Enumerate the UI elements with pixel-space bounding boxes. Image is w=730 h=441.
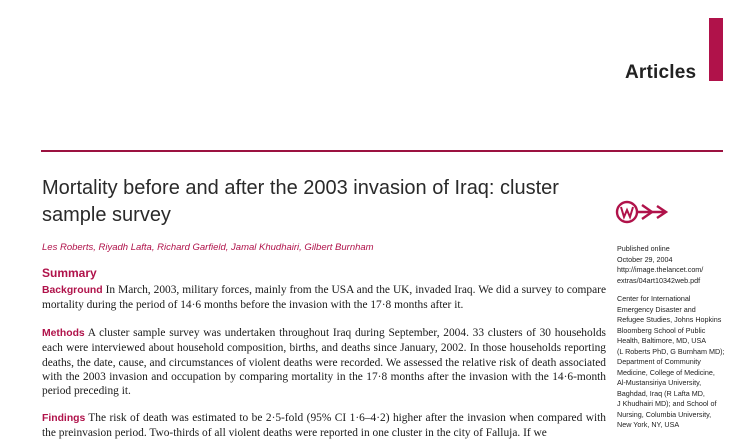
publication-info <box>617 244 729 286</box>
findings-label: Findings <box>42 413 86 424</box>
methods-label: Methods <box>42 328 85 339</box>
section-label: Articles <box>625 62 697 83</box>
findings-paragraph <box>42 411 606 441</box>
methods-paragraph <box>42 326 606 398</box>
article-title: Mortality before and after the 2003 invasion of Iraq: cluster sample survey <box>42 177 559 226</box>
author-list: Les Roberts, Riyadh Lafta, Richard Garfield, Jamal Khudhairi, Gilbert Burnham <box>42 242 374 253</box>
affiliations <box>617 294 729 431</box>
summary-heading: Summary <box>42 266 97 280</box>
findings-text: The risk of death was estimated to be 2·5-fold (95% CI 1·6–4·2) higher after the invasion when compared with the preinvasion period. Two-thirds of all violent deaths were reported in one cluster in the city of Falluja. If we <box>42 412 606 440</box>
background-label: Background <box>42 285 103 296</box>
background-text: In March, 2003, military forces, mainly from the USA and the UK, invaded Iraq. We did a survey to compare mortality during the period of 14·6 months before the invasion with the 17·8 months after it. <box>42 284 606 312</box>
header-rule <box>41 150 723 152</box>
methods-text: A cluster sample survey was undertaken throughout Iraq during September, 2004. 33 clusters of 30 households each were interviewed about household composition, births, and deaths since January, 2002. In those households reporting deaths, the date, cause, and circumstances of violent deaths were recorded. We assessed the relative risk of death associated with the 2003 invasion and occupation by comparing mortality in the 17·8 months after the invasion with the 14·6-month period preceding it. <box>42 327 606 398</box>
publication-note: Published online October 29, 2004 http://image.thelancet.com/ extras/04art10342web.pdf <box>617 244 704 285</box>
journal-logo-icon <box>615 198 671 226</box>
affiliations-note: Center for International Emergency Disaster and Refugee Studies, Johns Hopkins Bloomberg School of Public Health, Baltimore, MD, USA (L Roberts PhD, G Burnham MD); Department of Community Medicine, College of Medicine, Al-Mustansiriya University, Baghdad, Iraq (R Lafta MD, J Khudhairi MD); and School of Nursing, Columbia University, New York, NY, USA <box>617 294 725 429</box>
background-paragraph <box>42 283 606 313</box>
header-accent-bar <box>709 18 723 81</box>
